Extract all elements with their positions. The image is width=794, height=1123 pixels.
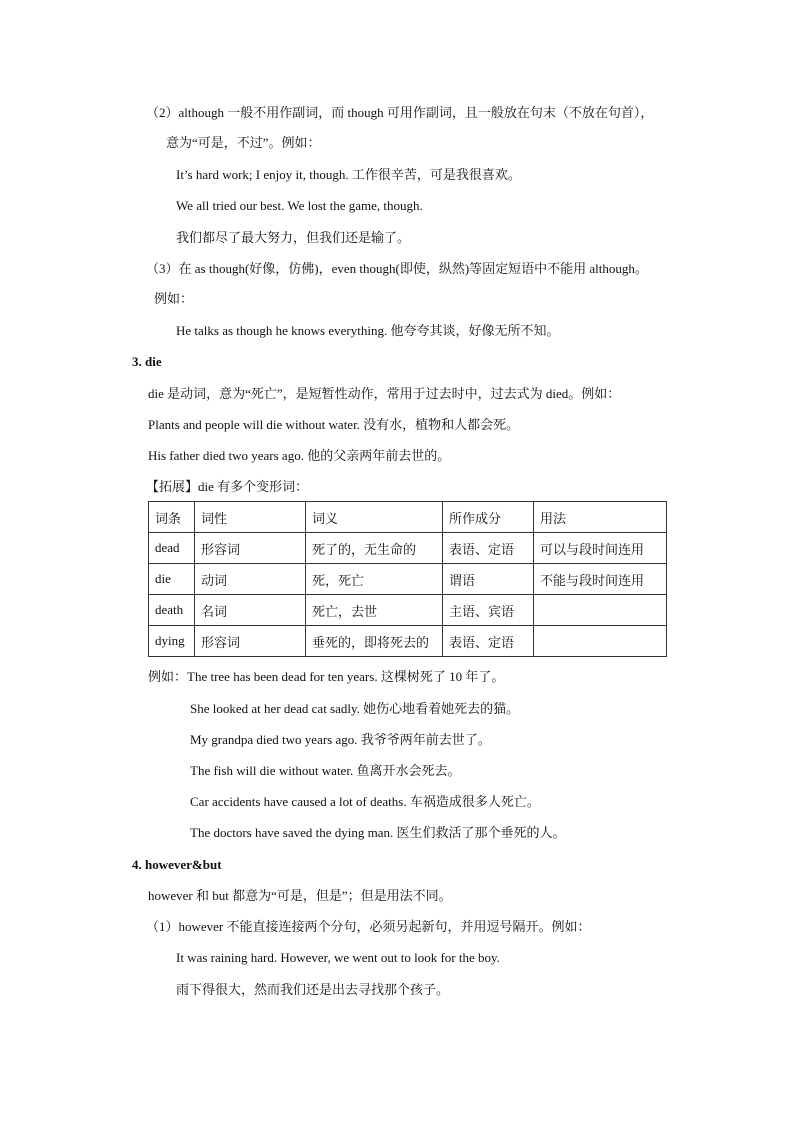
example-sentence: The doctors have saved the dying man. 医生们救活了那个垂死的人。 <box>190 825 566 840</box>
table-cell: die <box>149 564 195 595</box>
example-as-though: He talks as though he knows everything. 他夸夸其谈，好像无所不知。 <box>176 323 560 338</box>
table-cell: 不能与段时间连用 <box>534 564 667 595</box>
table-cell: 死，死亡 <box>306 564 443 595</box>
table-row <box>149 533 667 564</box>
example-sentence: She looked at her dead cat sadly. 她伤心地看着她死去的猫。 <box>190 701 520 716</box>
table-row <box>149 564 667 595</box>
para-although-adverb-cont: 意为“可是，不过”。例如： <box>166 135 321 150</box>
para-as-though-cont: 例如： <box>154 291 194 306</box>
table-cell: 名词 <box>195 595 306 626</box>
table-header-cell: 词性 <box>195 502 306 533</box>
table-row <box>149 626 667 657</box>
die-forms-table <box>148 501 667 657</box>
table-cell: 主语、宾语 <box>443 595 534 626</box>
however-example: It was raining hard. However, we went out to look for the boy. <box>176 950 500 965</box>
table-cell <box>534 626 667 657</box>
example-sentence: Car accidents have caused a lot of deaths. 车祸造成很多人死亡。 <box>190 794 540 809</box>
table-cell: death <box>149 595 195 626</box>
example-sentence: My grandpa died two years ago. 我爷爷两年前去世了。 <box>190 732 491 747</box>
example-though-2: We all tried our best. We lost the game, though. <box>176 198 423 213</box>
die-example-1: Plants and people will die without water. 没有水，植物和人都会死。 <box>148 417 520 432</box>
example-sentence: The fish will die without water. 鱼离开水会死去。 <box>190 763 461 778</box>
table-cell: 死亡，去世 <box>306 595 443 626</box>
table-cell: 谓语 <box>443 564 534 595</box>
para-although-adverb: （2）although 一般不用作副词，而 though 可用作副词，且一般放在句末（不放在句首）， <box>146 105 654 120</box>
para-as-though: （3）在 as though(好像，仿佛)，even though(即使，纵然)等固定短语中不能用 although。 <box>146 261 648 276</box>
however-example-cn: 雨下得很大，然而我们还是出去寻找那个孩子。 <box>176 982 450 997</box>
die-example-2: His father died two years ago. 他的父亲两年前去世的。 <box>148 448 451 463</box>
heading-however-but: 4. however&but <box>132 857 222 872</box>
extension-label: 【拓展】die 有多个变形词： <box>146 479 309 494</box>
heading-die: 3. die <box>132 354 162 369</box>
table-cell: 动词 <box>195 564 306 595</box>
table-cell: 可以与段时间连用 <box>534 533 667 564</box>
table-row <box>149 595 667 626</box>
table-header-cell: 词义 <box>306 502 443 533</box>
table-cell: 形容词 <box>195 533 306 564</box>
table-header-cell: 词条 <box>149 502 195 533</box>
table-cell: 死了的，无生命的 <box>306 533 443 564</box>
table-cell: 形容词 <box>195 626 306 657</box>
table-cell: 表语、定语 <box>443 626 534 657</box>
however-but-definition: however 和 but 都意为“可是，但是”；但是用法不同。 <box>148 888 452 903</box>
table-cell <box>534 595 667 626</box>
example-though-1: It’s hard work; I enjoy it, though. 工作很辛苦，可是我很喜欢。 <box>176 167 521 182</box>
table-header-cell: 所作成分 <box>443 502 534 533</box>
die-definition: die 是动词，意为“死亡”，是短暂性动作，常用于过去时中，过去式为 died。例如： <box>148 386 621 401</box>
table-cell: 表语、定语 <box>443 533 534 564</box>
table-header-row <box>149 502 667 533</box>
table-cell: 垂死的，即将死去的 <box>306 626 443 657</box>
table-cell: dying <box>149 626 195 657</box>
table-header-cell: 用法 <box>534 502 667 533</box>
examples-head: 例如：The tree has been dead for ten years. 这棵树死了 10 年了。 <box>148 669 505 684</box>
example-though-2-cn: 我们都尽了最大努力，但我们还是输了。 <box>176 230 411 245</box>
table-cell: dead <box>149 533 195 564</box>
however-rule-1: （1）however 不能直接连接两个分句，必须另起新句，并用逗号隔开。例如： <box>146 919 591 934</box>
